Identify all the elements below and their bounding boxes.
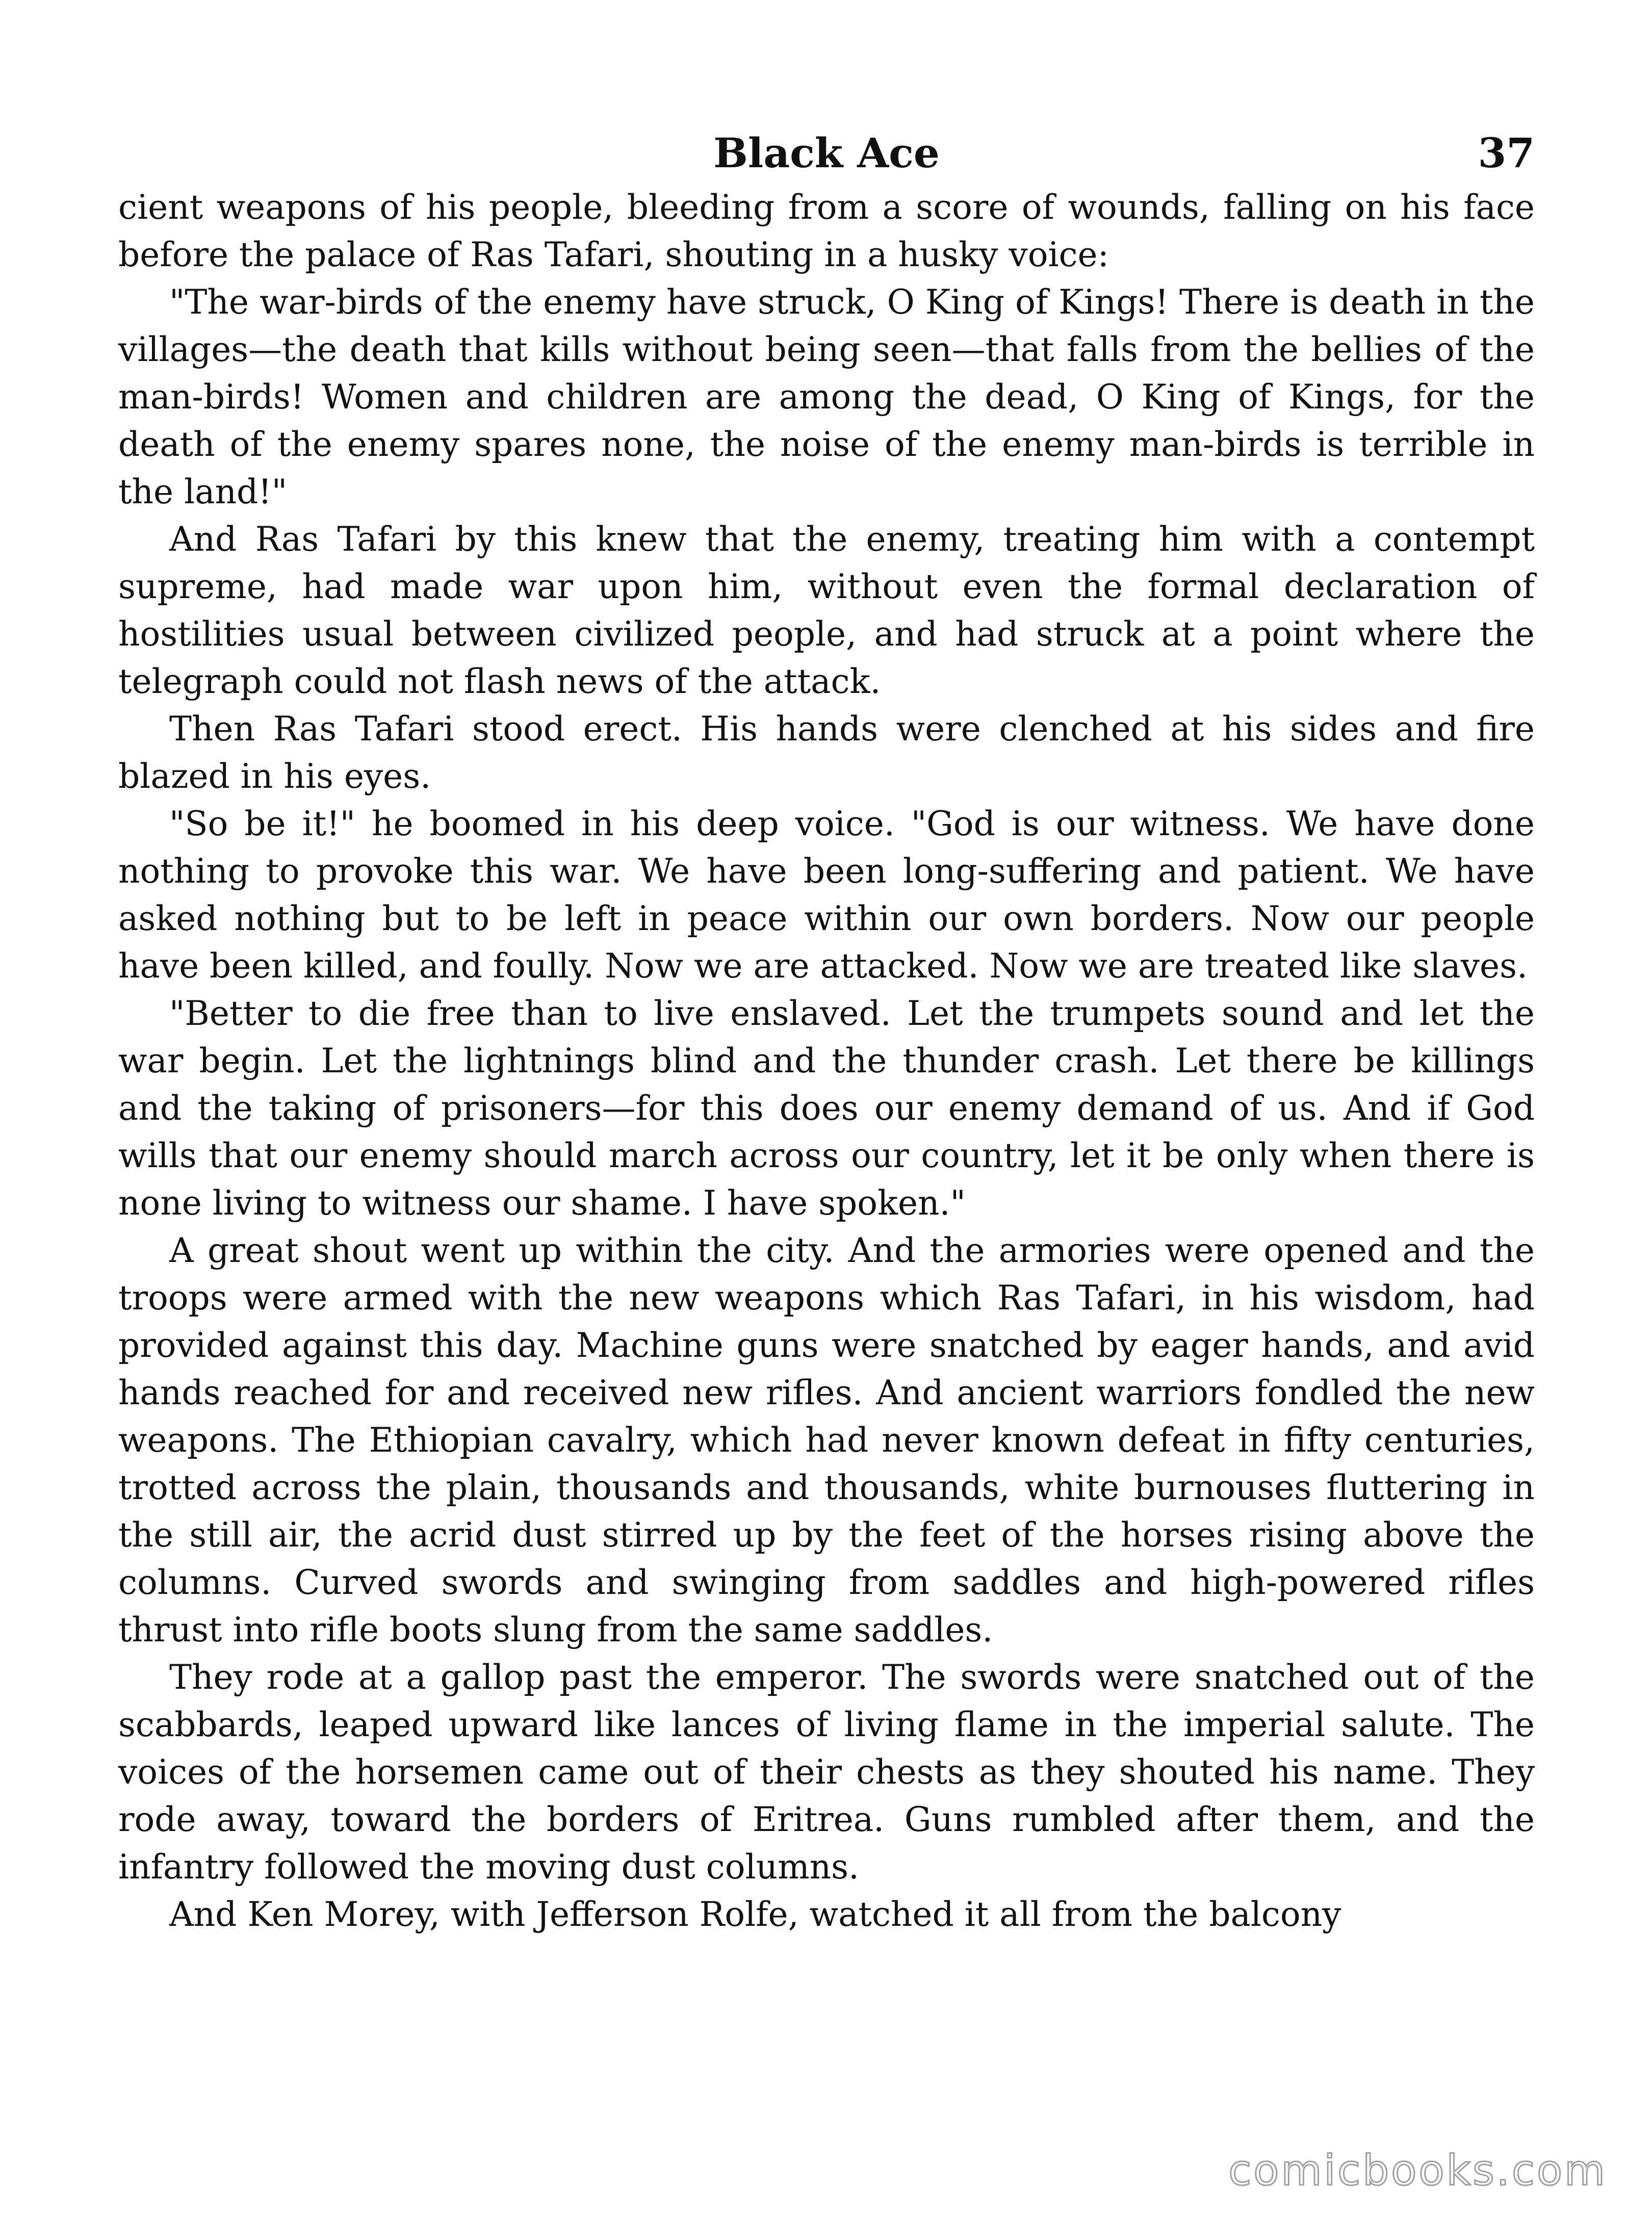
paragraph-emperor-speech: "So be it!" he boomed in his deep voice. "God is our witness. We have done nothing to provoke this war. We have been long-suffering and patient. We have asked nothing but to be left in peace within our own borders. Now our people have been killed, and foully. Now we are attacked. Now we are treated like slaves. (118, 804, 1535, 986)
paragraph-continued: cient weapons of his people, bleeding from a score of wounds, falling on his face before the palace of Ras Tafari, shouting in a husky voice: (118, 188, 1535, 274)
running-head (118, 122, 1535, 184)
paragraph: Then Ras Tafari stood erect. His hands were clenched at his sides and fire blazed in his eyes. (118, 709, 1535, 796)
paragraph-emperor-speech: "Better to die free than to live enslaved. Let the trumpets sound and let the war begin. Let the lightnings blind and the thunder crash. Let there be killings and the taking of prisoners—for this does our enemy demand of us. And if God wills that our enemy should march across our country, let it be only when there is none living to witness our shame. I have spoken." (118, 994, 1535, 1223)
body-text (118, 184, 1535, 1938)
page-number: 37 (1478, 129, 1535, 177)
running-title: Black Ace (713, 129, 940, 177)
paragraph: And Ken Morey, with Jefferson Rolfe, watched it all from the balcony (169, 1895, 1341, 1934)
book-page (118, 122, 1535, 1938)
watermark: comicbooks.com (1228, 2147, 1607, 2195)
paragraph-messenger-speech: "The war-birds of the enemy have struck, O King of Kings! There is death in the villages—the death that kills without being seen—that falls from the bellies of the man-birds! Women and children are among the dead, O King of Kings, for the death of the enemy spares none, the noise of the enemy man-birds is terrible in the land!" (118, 282, 1535, 511)
paragraph: A great shout went up within the city. And the armories were opened and the troops were armed with the new weapons which Ras Tafari, in his wisdom, had provided against this day. Machine guns were snatched by eager hands, and avid hands reached for and received new rifles. And ancient warriors fondled the new weapons. The Ethiopian cavalry, which had never known defeat in fifty centuries, trotted across the plain, thousands and thousands, white burnouses fluttering in the still air, the acrid dust stirred up by the feet of the horses rising above the columns. Curved swords and swinging from saddles and high-powered rifles thrust into rifle boots slung from the same saddles. (118, 1231, 1535, 1649)
paragraph: And Ras Tafari by this knew that the enemy, treating him with a contempt supreme, had made war upon him, without even the formal declaration of hostilities usual between civilized people, and had struck at a point where the telegraph could not flash news of the attack. (118, 520, 1535, 701)
paragraph: They rode at a gallop past the emperor. The swords were snatched out of the scabbards, leaped upward like lances of living flame in the imperial salute. The voices of the horsemen came out of their chests as they shouted his name. They rode away, toward the borders of Eritrea. Guns rumbled after them, and the infantry followed the moving dust columns. (118, 1658, 1535, 1887)
